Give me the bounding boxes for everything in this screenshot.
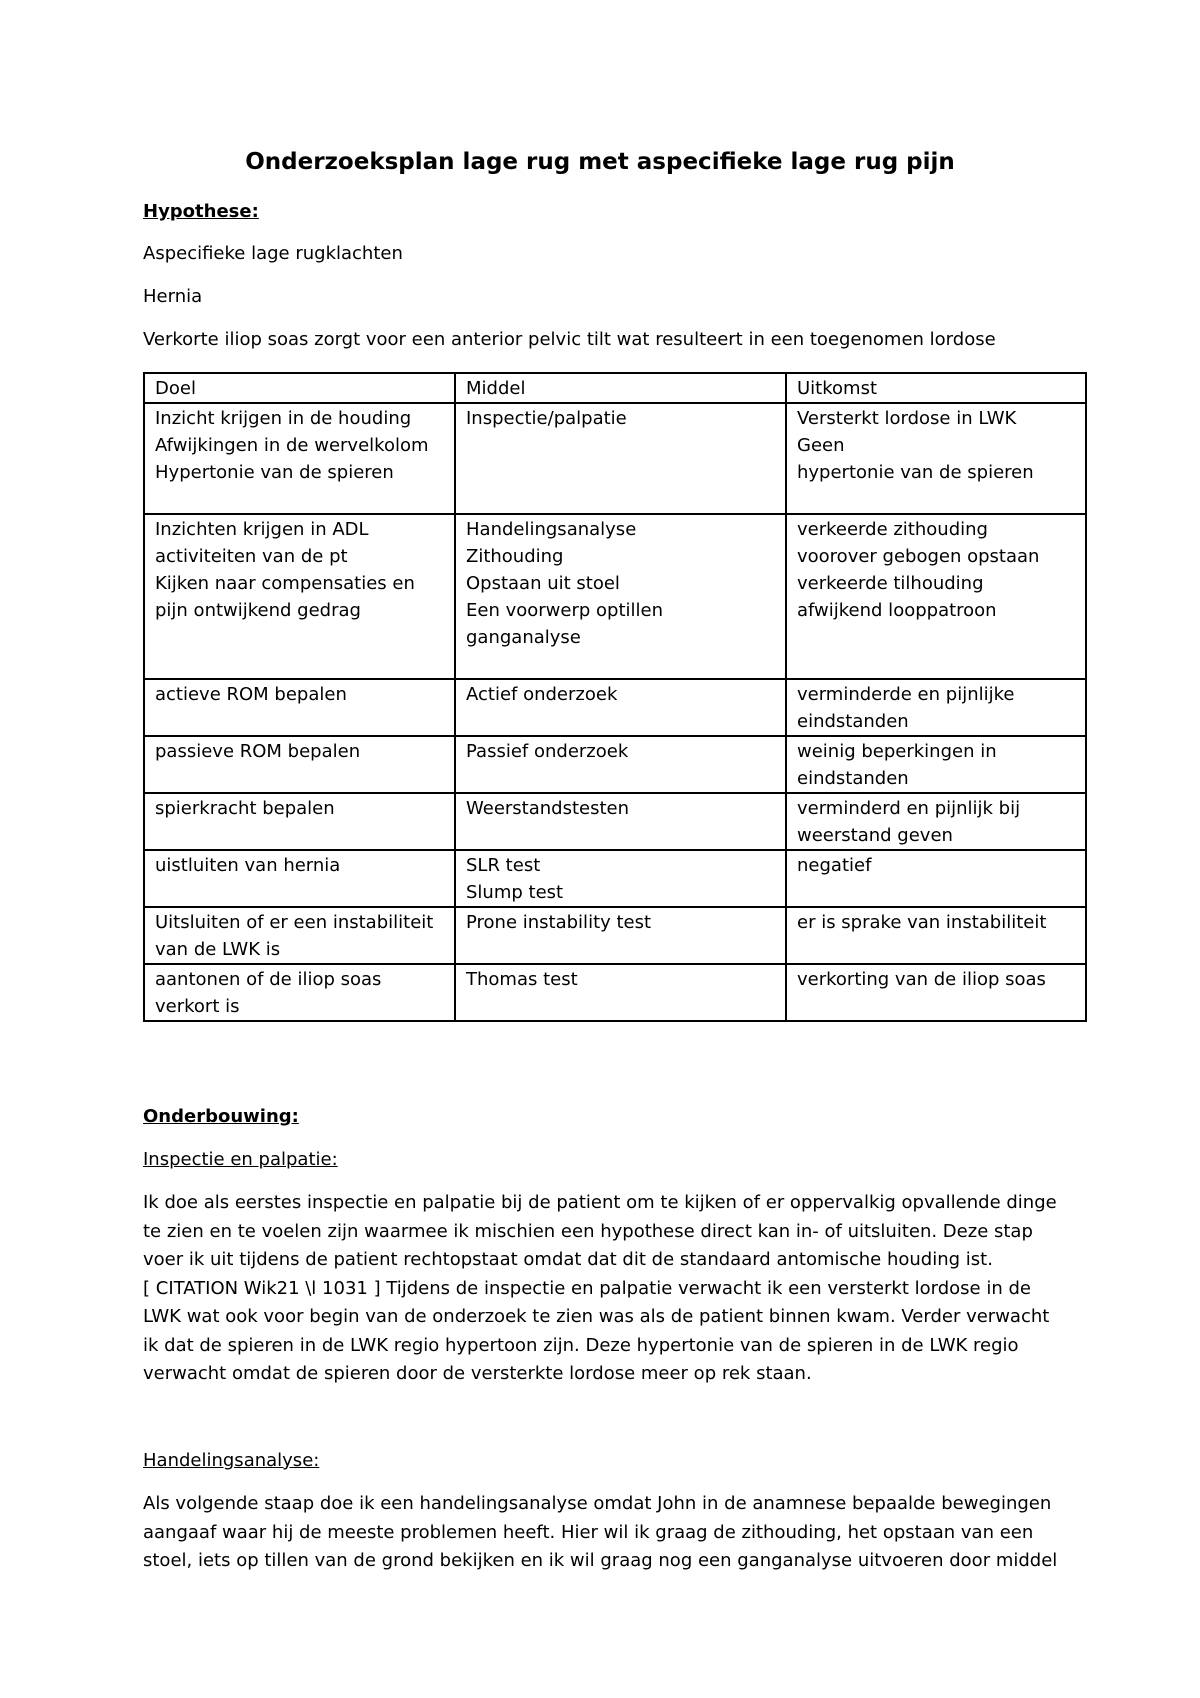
hypothese-heading: Hypothese:	[143, 201, 259, 222]
paragraph-line: voer ik uit tijdens de patient rechtopstaat omdat dat dit de standaard antomische houding ist.	[143, 1249, 993, 1270]
inspectie-paragraph	[143, 1189, 1073, 1389]
table-cell-uitkomst: Versterkt lordose in LWK Geen hypertonie van de spieren	[786, 403, 1086, 514]
paragraph-line: LWK wat ook voor begin van de onderzoek te zien was als de patient binnen kwam. Verder verwacht	[143, 1306, 1050, 1327]
table-cell-doel: passieve ROM bepalen	[144, 736, 455, 793]
examination-plan-table	[143, 372, 1087, 1022]
table-row	[144, 736, 1086, 793]
table-cell-doel: Inzichten krijgen in ADL activiteiten van de pt Kijken naar compensaties en pijn ontwijkend gedrag	[144, 514, 455, 679]
paragraph-line: stoel, iets op tillen van de grond bekijken en ik wil graag nog een ganganalyse uitvoeren door middel	[143, 1550, 1058, 1571]
table-row	[144, 793, 1086, 850]
table-cell-doel: Uitsluiten of er een instabiliteit van de LWK is	[144, 907, 455, 964]
handelingsanalyse-paragraph	[143, 1490, 1073, 1576]
paragraph-line: verwacht omdat de spieren door de versterkte lordose meer op rek staan.	[143, 1363, 812, 1384]
column-header-middel: Middel	[455, 373, 786, 403]
paragraph-line: aangaaf waar hij de meeste problemen heeft. Hier wil ik graag de zithouding, het opstaan van een	[143, 1521, 1034, 1543]
onderbouwing-heading: Onderbouwing:	[143, 1106, 299, 1127]
inspectie-heading: Inspectie en palpatie:	[143, 1149, 338, 1170]
table-cell-uitkomst: verkeerde zithouding voorover gebogen opstaan verkeerde tilhouding afwijkend looppatroon	[786, 514, 1086, 679]
table-row	[144, 679, 1086, 736]
table-cell-uitkomst: er is sprake van instabiliteit	[786, 907, 1086, 964]
paragraph-line: [ CITATION Wik21 \l 1031 ] Tijdens de inspectie en palpatie verwacht ik een versterkt lordose in de	[143, 1277, 1031, 1299]
table-cell-middel: Inspectie/palpatie	[455, 403, 786, 514]
table-cell-uitkomst: negatief	[786, 850, 1086, 907]
document-title: Onderzoeksplan lage rug met aspecifieke lage rug pijn	[245, 149, 955, 175]
paragraph-line: Als volgende staap doe ik een handelingsanalyse omdat John in de anamnese bepaalde bewegingen	[143, 1493, 1052, 1514]
column-header-doel: Doel	[144, 373, 455, 403]
table-row	[144, 514, 1086, 679]
table-cell-middel: Thomas test	[455, 964, 786, 1021]
table-cell-middel: Weerstandstesten	[455, 793, 786, 850]
table-row	[144, 907, 1086, 964]
hypothese-item: Aspecifieke lage rugklachten	[143, 243, 403, 264]
paragraph-line: ik dat de spieren in de LWK regio hypertoon zijn. Deze hypertonie van de spieren in de LWK regio	[143, 1334, 1019, 1356]
table-row	[144, 850, 1086, 907]
table-cell-uitkomst: verminderd en pijnlijk bij weerstand geven	[786, 793, 1086, 850]
table-cell-middel: Handelingsanalyse Zithouding Opstaan uit stoel Een voorwerp optillen ganganalyse	[455, 514, 786, 679]
table-cell-doel: uistluiten van hernia	[144, 850, 455, 907]
table-cell-middel: SLR test Slump test	[455, 850, 786, 907]
table-row	[144, 403, 1086, 514]
table-cell-doel: actieve ROM bepalen	[144, 679, 455, 736]
table-row	[144, 964, 1086, 1021]
column-header-uitkomst: Uitkomst	[786, 373, 1086, 403]
table-cell-uitkomst: verkorting van de iliop soas	[786, 964, 1086, 1021]
paragraph-line: te zien en te voelen zijn waarmee ik mischien een hypothese direct kan in- of uitsluiten. Deze stap	[143, 1220, 1033, 1242]
table-cell-doel: Inzicht krijgen in de houding Afwijkingen in de wervelkolom Hypertonie van de spieren	[144, 403, 455, 514]
paragraph-line: Ik doe als eerstes inspectie en palpatie bij de patient om te kijken of er oppervalkig opvallende dinge	[143, 1192, 1057, 1213]
hypothese-item: Hernia	[143, 286, 203, 307]
table-cell-uitkomst: weinig beperkingen in eindstanden	[786, 736, 1086, 793]
table-cell-doel: spierkracht bepalen	[144, 793, 455, 850]
handelingsanalyse-heading: Handelingsanalyse:	[143, 1450, 320, 1471]
table-header-row	[144, 373, 1086, 403]
table-cell-middel: Prone instability test	[455, 907, 786, 964]
table-cell-middel: Passief onderzoek	[455, 736, 786, 793]
table-cell-middel: Actief onderzoek	[455, 679, 786, 736]
hypothese-item: Verkorte iliop soas zorgt voor een anterior pelvic tilt wat resulteert in een toegenomen lordose	[143, 329, 996, 350]
table-cell-uitkomst: verminderde en pijnlijke eindstanden	[786, 679, 1086, 736]
table-cell-doel: aantonen of de iliop soas verkort is	[144, 964, 455, 1021]
